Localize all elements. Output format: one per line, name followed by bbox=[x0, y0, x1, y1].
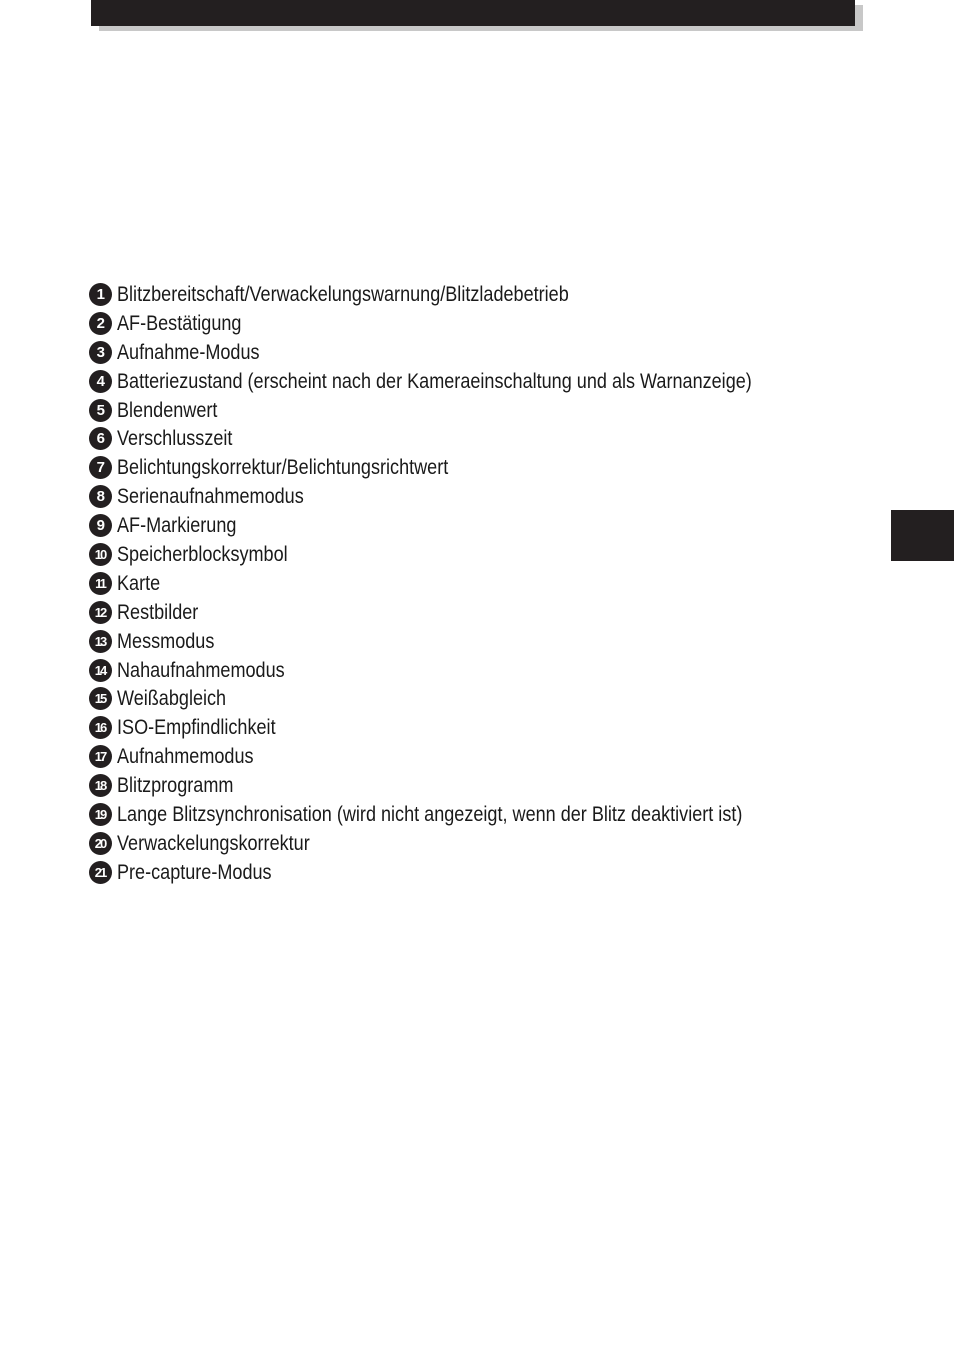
list-item bbox=[89, 396, 849, 425]
list-item bbox=[89, 453, 849, 482]
list-item bbox=[89, 800, 849, 829]
number-badge: 15 bbox=[89, 687, 112, 710]
list-item bbox=[89, 829, 849, 858]
number-badge: 4 bbox=[89, 370, 112, 393]
number-badge: 6 bbox=[89, 427, 112, 450]
list-item bbox=[89, 482, 849, 511]
list-item bbox=[89, 511, 849, 540]
item-label: Blitzprogramm bbox=[117, 774, 234, 798]
list-item bbox=[89, 598, 849, 627]
list-item bbox=[89, 713, 849, 742]
number-badge: 9 bbox=[89, 514, 112, 537]
item-label: Blitzbereitschaft/Verwackelungswarnung/Blitzladebetrieb bbox=[117, 282, 569, 306]
item-label: Lange Blitzsynchronisation (wird nicht angezeigt, wenn der Blitz deaktiviert ist) bbox=[117, 802, 743, 826]
number-badge: 1 bbox=[89, 283, 112, 306]
chapter-tab bbox=[891, 510, 954, 561]
list-item bbox=[89, 367, 849, 396]
item-label: Batteriezustand (erscheint nach der Kameraeinschaltung und als Warnanzeige) bbox=[117, 369, 752, 393]
number-badge: 21 bbox=[89, 861, 112, 884]
legend-list bbox=[89, 280, 849, 887]
list-item bbox=[89, 684, 849, 713]
number-badge: 11 bbox=[89, 572, 112, 595]
list-item bbox=[89, 742, 849, 771]
list-item bbox=[89, 338, 849, 367]
item-label: Aufnahmemodus bbox=[117, 745, 254, 769]
number-badge: 2 bbox=[89, 312, 112, 335]
header-bar bbox=[91, 0, 855, 26]
item-label: Aufnahme-Modus bbox=[117, 340, 260, 364]
item-label: Blendenwert bbox=[117, 398, 218, 422]
item-label: Pre-capture-Modus bbox=[117, 860, 272, 884]
list-item bbox=[89, 569, 849, 598]
number-badge: 14 bbox=[89, 659, 112, 682]
number-badge: 10 bbox=[89, 543, 112, 566]
number-badge: 16 bbox=[89, 716, 112, 739]
list-item bbox=[89, 309, 849, 338]
item-label: Nahaufnahmemodus bbox=[117, 658, 285, 682]
number-badge: 17 bbox=[89, 745, 112, 768]
item-label: AF-Markierung bbox=[117, 514, 237, 538]
item-label: Speicherblocksymbol bbox=[117, 542, 288, 566]
number-badge: 5 bbox=[89, 399, 112, 422]
item-label: Restbilder bbox=[117, 600, 199, 624]
item-label: Messmodus bbox=[117, 629, 215, 653]
list-item bbox=[89, 858, 849, 887]
list-item bbox=[89, 627, 849, 656]
item-label: Weißabgleich bbox=[117, 687, 227, 711]
number-badge: 12 bbox=[89, 601, 112, 624]
list-item bbox=[89, 771, 849, 800]
number-badge: 13 bbox=[89, 630, 112, 653]
item-label: Karte bbox=[117, 571, 161, 595]
list-item bbox=[89, 540, 849, 569]
item-label: Serienaufnahmemodus bbox=[117, 485, 304, 509]
number-badge: 3 bbox=[89, 341, 112, 364]
item-label: Verschlusszeit bbox=[117, 427, 233, 451]
item-label: ISO-Empfindlichkeit bbox=[117, 716, 276, 740]
item-label: Belichtungskorrektur/Belichtungsrichtwert bbox=[117, 456, 449, 480]
number-badge: 7 bbox=[89, 456, 112, 479]
item-label: Verwackelungskorrektur bbox=[117, 831, 310, 855]
number-badge: 19 bbox=[89, 803, 112, 826]
list-item bbox=[89, 280, 849, 309]
item-label: AF-Bestätigung bbox=[117, 311, 242, 335]
number-badge: 18 bbox=[89, 774, 112, 797]
list-item bbox=[89, 656, 849, 685]
number-badge: 20 bbox=[89, 832, 112, 855]
number-badge: 8 bbox=[89, 485, 112, 508]
list-item bbox=[89, 424, 849, 453]
